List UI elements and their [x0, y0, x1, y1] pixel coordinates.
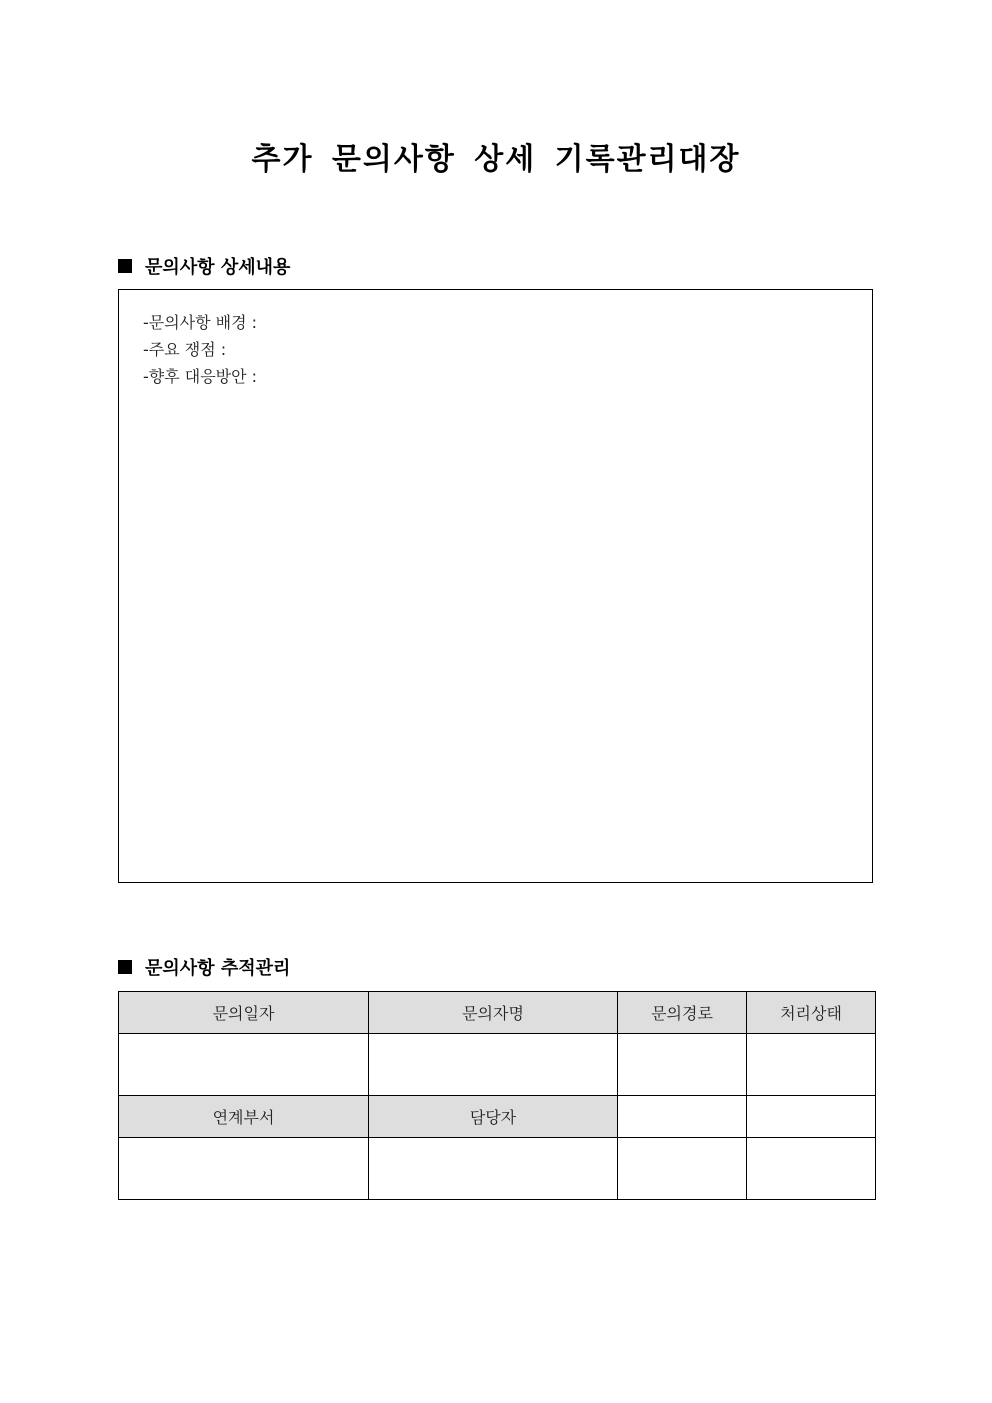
cell-inquirer-name[interactable] [369, 1034, 618, 1096]
header-linked-department: 연계부서 [119, 1096, 369, 1138]
section-heading-label: 문의사항 추적관리 [145, 958, 291, 979]
table-header-row [119, 1096, 876, 1138]
cell-blank[interactable] [618, 1096, 747, 1138]
details-content-box[interactable] [118, 289, 873, 883]
tracking-table [118, 991, 876, 1200]
header-inquirer-name: 문의자명 [369, 992, 618, 1034]
detail-line-key-issues: -주요 쟁점 : [143, 340, 227, 359]
cell-blank[interactable] [618, 1138, 747, 1200]
cell-processing-status[interactable] [747, 1034, 876, 1096]
detail-line-background: -문의사항 배경 : [143, 313, 258, 332]
cell-blank[interactable] [747, 1138, 876, 1200]
table-row [119, 1138, 876, 1200]
black-square-icon [118, 960, 132, 974]
cell-linked-department[interactable] [119, 1138, 369, 1200]
section-heading-tracking [118, 954, 290, 980]
table-row [119, 1034, 876, 1096]
header-inquiry-channel: 문의경로 [618, 992, 747, 1034]
header-processing-status: 처리상태 [747, 992, 876, 1034]
cell-blank[interactable] [747, 1096, 876, 1138]
header-inquiry-date: 문의일자 [119, 992, 369, 1034]
header-person-in-charge: 담당자 [369, 1096, 618, 1138]
section-heading-details [118, 253, 290, 279]
section-heading-label: 문의사항 상세내용 [145, 257, 291, 278]
cell-inquiry-date[interactable] [119, 1034, 369, 1096]
page-title: 추가 문의사항 상세 기록관리대장 [251, 142, 741, 177]
detail-line-response-plan: -향후 대응방안 : [143, 367, 258, 386]
cell-inquiry-channel[interactable] [618, 1034, 747, 1096]
black-square-icon [118, 259, 132, 273]
table-header-row [119, 992, 876, 1034]
cell-person-in-charge[interactable] [369, 1138, 618, 1200]
